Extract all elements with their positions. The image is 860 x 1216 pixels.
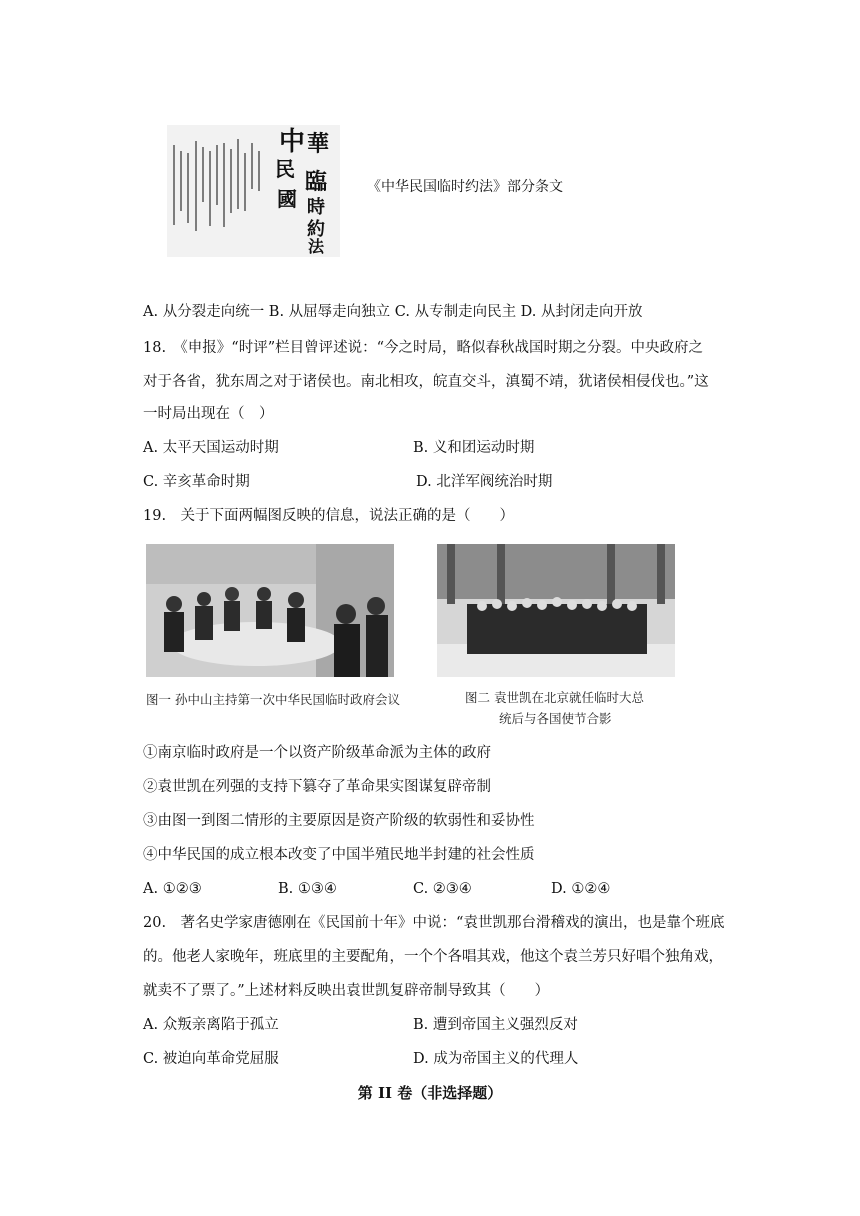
q20-option-c: C. 被迫向革命党屈服 <box>143 1051 279 1067</box>
photo2-caption-line2: 统后与各国使节合影 <box>499 711 612 726</box>
q17-options: A. 从分裂走向统一 B. 从屈辱走向独立 C. 从专制走向民主 D. 从封闭走向开放 <box>143 304 643 320</box>
photo1-caption: 图一 孙中山主持第一次中华民国临时政府会议 <box>146 692 400 707</box>
q19-option-d: D. ①②④ <box>551 881 611 897</box>
q18-stem-line: 一时局出现在（ ） <box>143 406 274 422</box>
constitution-scan-image <box>167 125 340 257</box>
q19-option-a: A. ①②③ <box>143 881 202 897</box>
scan-title-glyph: 臨 <box>305 169 328 195</box>
q20-option-a: A. 众叛亲离陷于孤立 <box>143 1017 279 1033</box>
scan-title-glyph: 法 <box>308 237 325 256</box>
section-title: 第 II 卷（非选择题） <box>357 1084 503 1102</box>
q18-option-c: C. 辛亥革命时期 <box>143 474 250 490</box>
q20-option-d: D. 成为帝国主义的代理人 <box>413 1051 579 1067</box>
q19-statement: ②袁世凯在列强的支持下篡夺了革命果实图谋复辟帝制 <box>143 779 491 795</box>
q19-option-b: B. ①③④ <box>278 881 337 897</box>
scan-title-glyph: 約 <box>307 219 325 240</box>
q20-stem-line: 就卖不了票了。”上述材料反映出袁世凯复辟帝制导致其（ ） <box>143 983 550 999</box>
scan-title-glyph: 民 <box>275 157 295 181</box>
scan-title-glyph: 時 <box>307 197 325 218</box>
scan-title-glyph: 華 <box>307 131 330 157</box>
photo2-caption-line1: 图二 袁世凯在北京就任临时大总 <box>465 690 644 705</box>
scan-title-glyph: 中 <box>279 127 306 157</box>
q20-option-b: B. 遭到帝国主义强烈反对 <box>413 1017 578 1033</box>
q20-stem-line: 20. 著名史学家唐德刚在《民国前十年》中说：“袁世凯那台滑稽戏的演出，也是靠个班底 <box>143 915 725 931</box>
q19-statement: ④中华民国的成立根本改变了中国半殖民地半封建的社会性质 <box>143 847 535 863</box>
q19-stem: 19. 关于下面两幅图反映的信息，说法正确的是（ ） <box>143 508 515 524</box>
q18-stem-line: 18. 《申报》“时评”栏目曾评述说：“今之时局，略似春秋战国时期之分裂。中央政府之 <box>143 340 704 356</box>
figure-caption: 《中华民国临时约法》部分条文 <box>367 179 563 195</box>
photo-provisional-government-meeting <box>146 544 394 677</box>
q19-statement: ①南京临时政府是一个以资产阶级革命派为主体的政府 <box>143 745 491 761</box>
q20-stem-line: 的。他老人家晚年，班底里的主要配角，一个个各唱其戏，他这个袁兰芳只好唱个独角戏， <box>143 949 723 965</box>
q18-option-d: D. 北洋军阀统治时期 <box>416 474 553 490</box>
q19-option-c: C. ②③④ <box>413 881 472 897</box>
q18-stem-line: 对于各省，犹东周之对于诸侯也。南北相攻，皖直交斗，滇蜀不靖，犹诸侯相侵伐也。”这 <box>143 374 709 390</box>
q18-option-b: B. 义和团运动时期 <box>413 440 535 456</box>
photo-yuan-shikai-inauguration <box>437 544 675 677</box>
q18-option-a: A. 太平天国运动时期 <box>143 440 279 456</box>
q19-statement: ③由图一到图二情形的主要原因是资产阶级的软弱性和妥协性 <box>143 813 535 829</box>
scan-title-glyph: 國 <box>277 187 297 211</box>
